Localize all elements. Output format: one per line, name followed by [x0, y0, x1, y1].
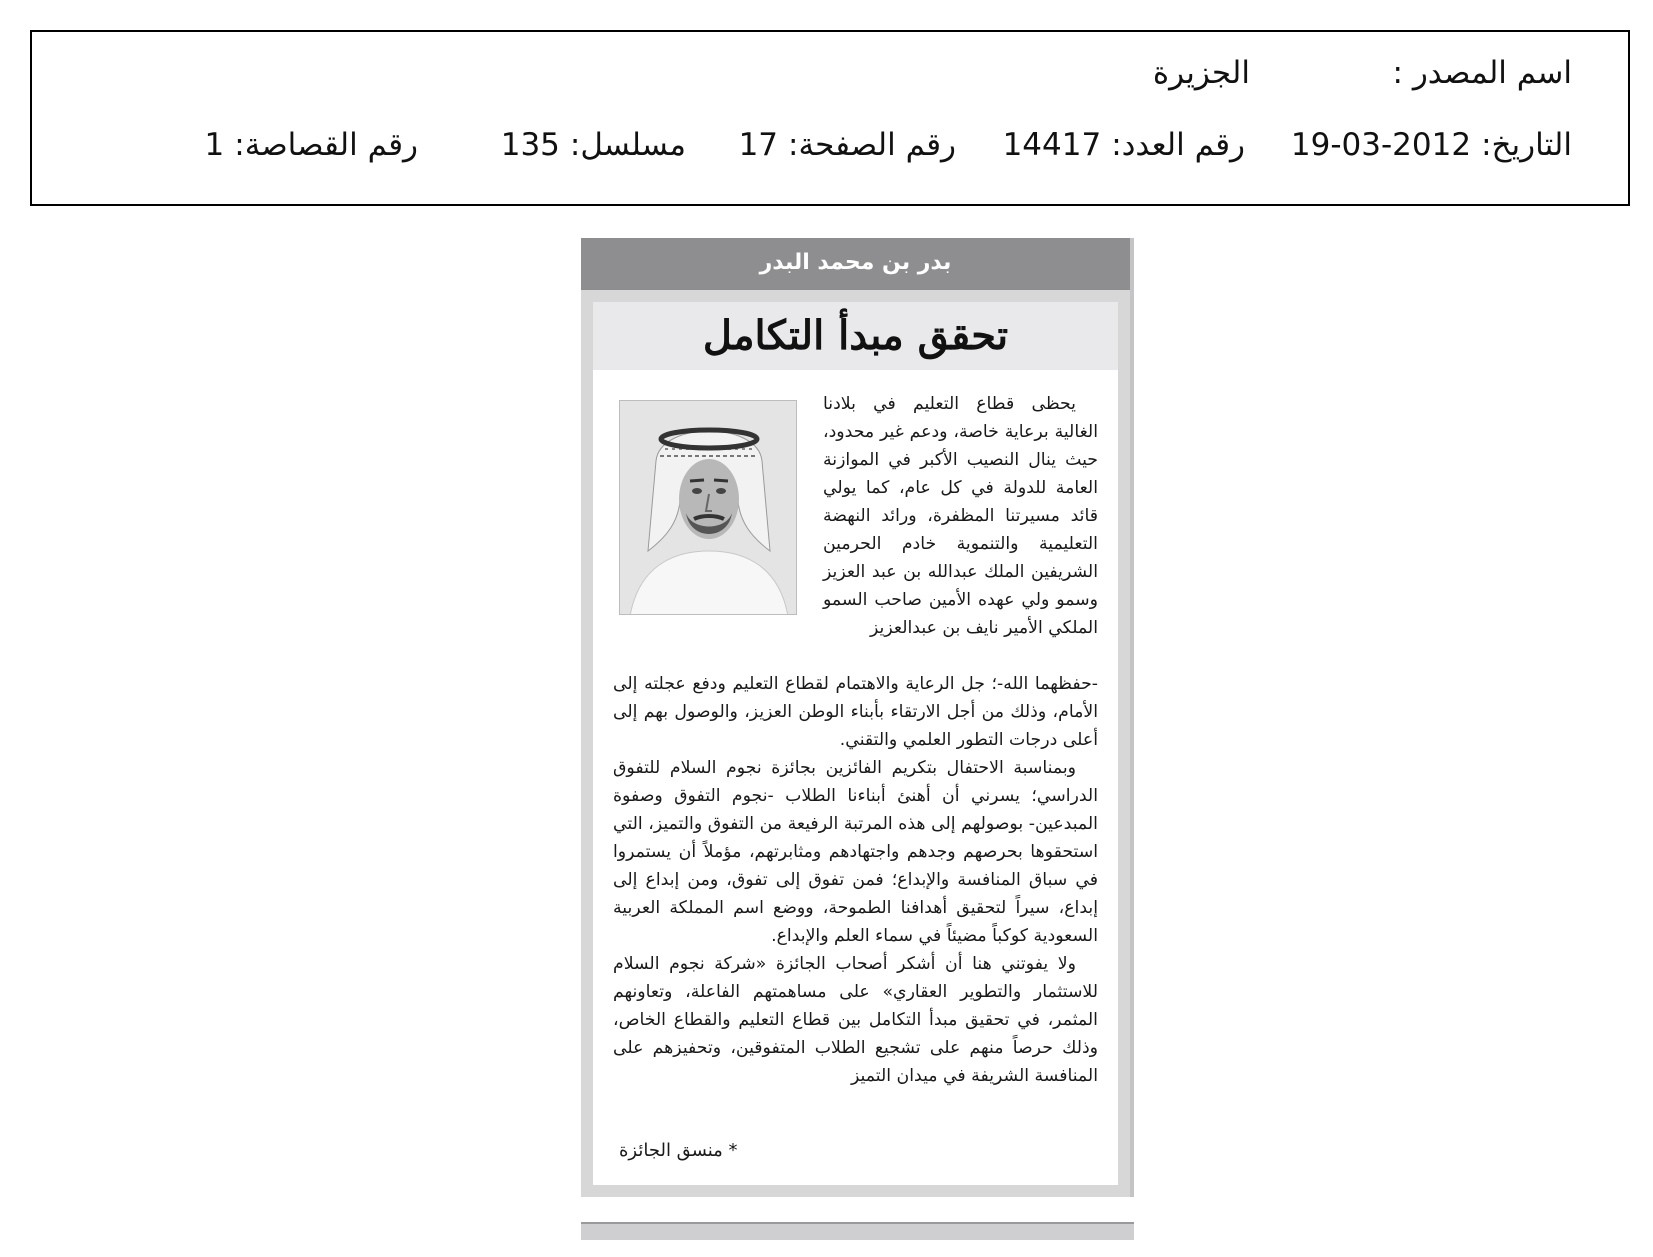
page-label: رقم الصفحة:	[788, 127, 956, 163]
article-text-wide	[613, 670, 1098, 1090]
signature-line: * منسق الجائزة	[619, 1140, 738, 1161]
issue-label: رقم العدد:	[1111, 127, 1245, 163]
clip-value: 1	[204, 127, 225, 163]
serial-label: مسلسل:	[569, 127, 686, 163]
date-value: 2012-03-19	[1290, 127, 1472, 163]
serial-field	[501, 120, 686, 170]
author-photo	[619, 400, 797, 615]
paragraph-3: ولا يفوتني هنا أن أشكر أصحاب الجائزة «شركة نجوم السلام للاستثمار والتطوير العقاري» على مساهمتهم الفاعلة، وتعاونهم المثمر، في تحقيق مبدأ التكامل بين قطاع التعليم والقطاع الخاص، وذلك حرصاً منهم على تشجيع الطلاب المتفوقين، وتحفيزهم على المنافسة الشريفة في ميدان التميز	[613, 954, 1098, 1086]
article-title: تحقق مبدأ التكامل	[593, 302, 1118, 370]
newspaper-clipping	[581, 238, 1134, 1197]
serial-value: 135	[500, 127, 560, 163]
next-clipping-edge	[581, 1222, 1134, 1240]
date-label: التاريخ:	[1481, 127, 1572, 163]
issue-field	[1003, 120, 1245, 170]
page-value: 17	[738, 127, 779, 163]
clip-field	[205, 120, 418, 170]
clip-label: رقم القصاصة:	[234, 127, 418, 163]
source-label: اسم المصدر :	[1392, 55, 1572, 91]
source-value: الجزيرة	[1152, 55, 1250, 91]
page-field	[739, 120, 956, 170]
source-metadata-box	[30, 30, 1630, 206]
details-row	[32, 120, 1628, 170]
issue-value: 14417	[1002, 127, 1102, 163]
article-body	[593, 370, 1118, 1185]
author-portrait-image	[620, 401, 797, 615]
author-byline: بدر بن محمد البدر	[581, 238, 1130, 290]
source-row	[32, 48, 1628, 98]
paragraph-1: يحظى قطاع التعليم في بلادنا الغالية برعاية خاصة، ودعم غير محدود، حيث ينال النصيب الأكبر في الموازنة العامة للدولة في كل عام، كما يولي قائد مسيرتنا المظفرة، ورائد النهضة التعليمية والتنموية خادم الحرمين الشريفين الملك عبدالله بن عبد العزيز وسمو ولي عهده الأمين صاحب السمو الملكي الأمير نايف بن عبدالعزيز	[823, 394, 1098, 638]
paragraph-1-continued: -حفظهما الله-؛ جل الرعاية والاهتمام لقطاع التعليم ودفع عجلته إلى الأمام، وذلك من أجل الارتقاء بأبناء الوطن العزيز، والوصول بهم إلى أعلى درجات التطور العلمي والتقني.	[613, 674, 1098, 750]
article-text-narrow	[823, 390, 1098, 642]
date-field	[1291, 120, 1572, 170]
paragraph-2: وبمناسبة الاحتفال بتكريم الفائزين بجائزة نجوم السلام للتفوق الدراسي؛ يسرني أن أهنئ أبناءنا الطلاب -نجوم التفوق وصفوة المبدعين- بوصولهم إلى هذه المرتبة الرفيعة من التفوق والتميز، التي استحقوها بحرصهم وجدهم واجتهادهم ومثابرتهم، مؤملاً أن يستمروا في سباق المنافسة والإبداع؛ فمن تفوق إلى تفوق، ومن إبداع إلى إبداع، سيراً لتحقيق أهدافنا الطموحة، ووضع اسم المملكة العربية السعودية كوكباً مضيئاً في سماء العلم والإبداع.	[613, 758, 1098, 946]
